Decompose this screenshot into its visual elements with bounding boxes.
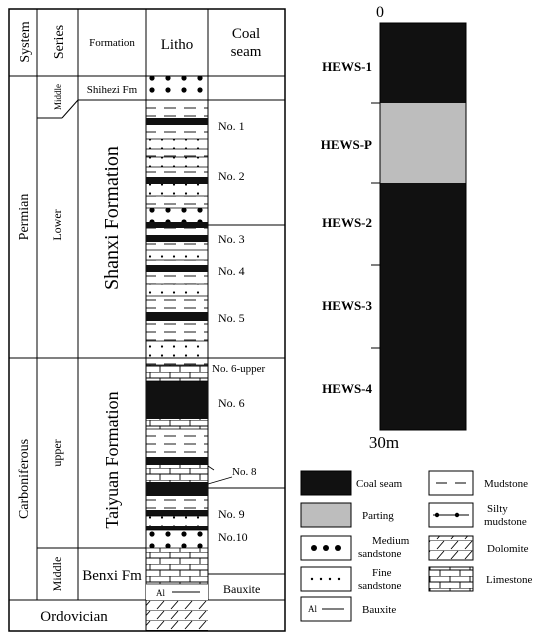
legend-dolomite-swatch [429,536,473,560]
series-carboniferous-middle: Middle [50,556,64,592]
segment-hews-1-label: HEWS-1 [322,59,372,74]
formation-shanxi: Shanxi Formation [101,146,123,290]
legend-fine-sandstone-swatch [301,567,351,591]
stratigraphic-column [9,9,285,631]
legend-limestone-swatch [429,567,473,591]
formation-taiyuan: Taiyuan Formation [102,391,122,529]
seam-no6: No. 6 [218,396,245,410]
litho-coal-no8 [146,457,208,465]
legend-mudstone-label: Mudstone [484,478,528,490]
system-carboniferous: Carboniferous [17,438,32,520]
seam-bauxite: Bauxite [223,582,261,596]
segment-hews-2-4-block [380,183,466,430]
seam-no6-upper: No. 6-upper [212,363,266,375]
header-coal-seam-line2: seam [230,44,262,60]
litho-medium-sandstone [146,76,208,100]
litho-coal-no3 [146,235,208,242]
series-permian-middle: Middle [53,84,63,110]
system-permian: Permian [17,193,32,241]
seam-no10: No.10 [218,530,248,544]
litho-coal-no10 [146,526,208,530]
legend-medium-sandstone-label-1: Medium [372,535,410,547]
legend-fine-sandstone-label-1: Fine [372,567,392,579]
seam-no9: No. 9 [218,507,245,521]
segment-hews-p-block [380,103,466,183]
litho-coal-no6 [146,381,208,419]
seam-no4: No. 4 [218,264,245,278]
series-permian-lower: Lower [50,209,64,241]
segment-hews-2-label: HEWS-2 [322,215,372,230]
legend-parting-label: Parting [362,510,394,522]
series-carboniferous-upper: upper [50,439,64,467]
litho-coal-no1 [146,118,208,125]
header-system: System [18,21,33,63]
litho-coal-no2 [146,177,208,184]
legend-silty-mudstone-label-1: Silty [487,503,508,515]
depth-bottom-label: 30m [368,433,400,452]
header-litho: Litho [160,37,194,53]
legend-dolomite-label: Dolomite [487,543,529,555]
formation-shihezi: Shihezi Fm [86,84,138,96]
header-series: Series [52,24,67,60]
legend-coal-seam-label: Coal seam [356,478,403,490]
litho-dolomite [146,600,208,631]
segment-hews-3-label: HEWS-3 [322,298,372,313]
header-formation: Formation [89,37,135,49]
seam-section-column [321,4,466,452]
litho-al-mark: Al [156,588,165,598]
seam-no5: No. 5 [218,311,245,325]
legend-bauxite-al-mark: Al [308,604,317,614]
seam-no2: No. 2 [218,169,245,183]
system-ordovician: Ordovician [40,609,108,625]
legend-coal-seam-swatch [301,471,351,495]
segment-hews-4-label: HEWS-4 [322,381,372,396]
legend-limestone-label: Limestone [486,574,533,586]
formation-benxi: Benxi Fm [82,568,142,584]
litho-column [146,76,208,631]
litho-coal-no5 [146,312,208,321]
legend-fine-sandstone-label-2: sandstone [358,580,402,592]
legend [301,471,533,621]
seam-no3: No. 3 [218,232,245,246]
segment-hews-p-label: HEWS-P [320,137,372,152]
litho-coal-no4 [146,265,208,272]
litho-coal-no9 [146,482,208,496]
header-coal-seam-line1: Coal [231,26,261,42]
legend-mudstone-swatch [429,471,473,495]
segment-hews-1-block [380,23,466,103]
legend-bauxite-label: Bauxite [362,604,397,616]
seam-no8: No. 8 [232,466,257,478]
depth-top-label: 0 [376,4,384,21]
legend-medium-sandstone-label-2: sandstone [358,548,402,560]
seam-no1: No. 1 [218,119,245,133]
legend-parting-swatch [301,503,351,527]
legend-silty-mudstone-label-2: mudstone [484,516,527,528]
